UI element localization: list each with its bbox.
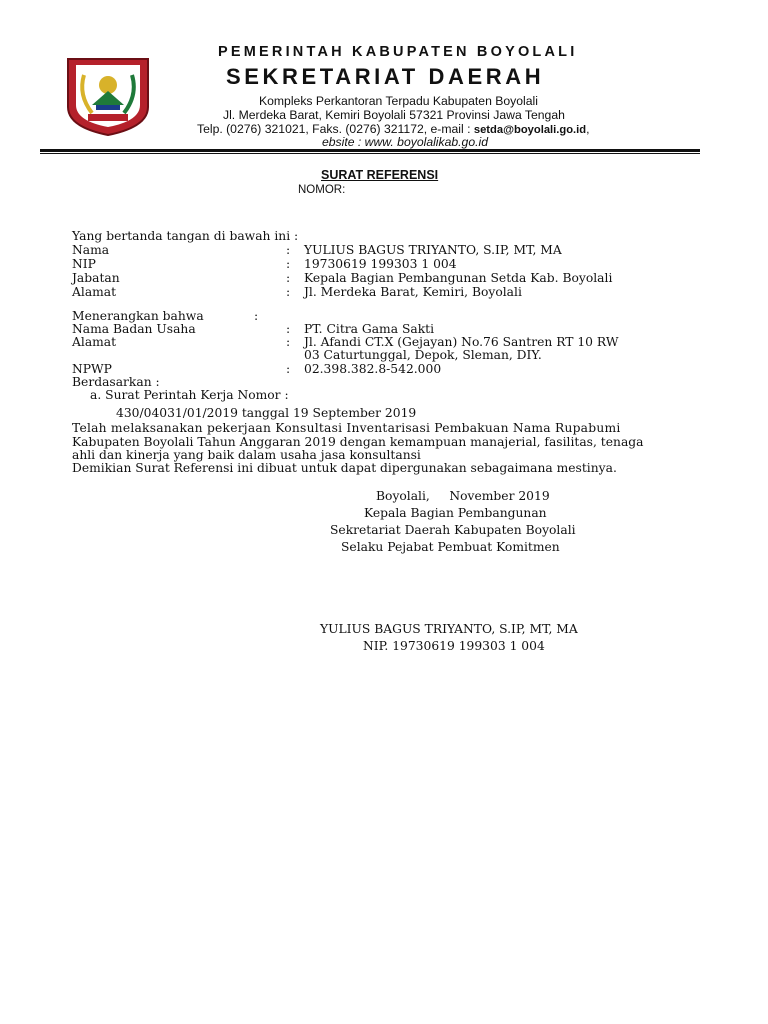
statement-line-3: ahli dan kinerja yang baik dalam usaha jasa konsultansi [72, 448, 421, 462]
header-address: Jl. Merdeka Barat, Kemiri Boyolali 57321 Provinsi Jawa Tengah [223, 108, 565, 122]
basis-intro: Berdasarkan : [72, 375, 160, 389]
signer-address-value: Jl. Merdeka Barat, Kemiri, Boyolali [304, 285, 522, 299]
signer-nip-colon: : [286, 257, 291, 271]
header-divider-thin [40, 153, 700, 154]
signer-nip-label: NIP [72, 257, 96, 271]
signer-position-label: Jabatan [72, 271, 120, 285]
company-name-colon: : [286, 322, 291, 336]
basis-item-a: a. Surat Perintah Kerja Nomor : [90, 388, 289, 402]
company-intro: Menerangkan bahwa [72, 309, 204, 323]
header-contact-suffix: , [586, 122, 590, 136]
header-secretariat: SEKRETARIAT DAERAH [226, 64, 545, 89]
signer-name-label: Nama [72, 243, 110, 257]
company-name-label: Nama Badan Usaha [72, 322, 196, 336]
statement-line-1: Telah melaksanakan pekerjaan Konsultasi Inventarisasi Pembakuan Nama Rupabumi [72, 421, 621, 435]
signature-name: YULIUS BAGUS TRIYANTO, S.IP, MT, MA [320, 622, 578, 636]
basis-item-a-detail: 430/04031/01/2019 tanggal 19 September 2019 [116, 406, 417, 420]
header-contact [197, 122, 589, 136]
signature-position-1: Kepala Bagian Pembangunan [364, 506, 547, 520]
header-contact-text: Telp. (0276) 321021, Faks. (0276) 321172, e-mail : [197, 122, 474, 136]
header-email[interactable]: setda@boyolali.go.id [473, 124, 587, 136]
company-name-value: PT. Citra Gama Sakti [304, 322, 435, 336]
company-npwp-value: 02.398.382.8-542.000 [304, 362, 442, 376]
signer-intro: Yang bertanda tangan di bawah ini : [72, 229, 299, 243]
company-address-line1: Jl. Afandi CT.X (Gejayan) No.76 Santren RT 10 RW [304, 335, 619, 349]
boyolali-crest-logo [62, 55, 154, 137]
company-npwp-label: NPWP [72, 362, 112, 376]
signer-address-colon: : [286, 285, 291, 299]
signature-place-date: Boyolali, November 2019 [376, 489, 550, 503]
document-title: SURAT REFERENSI [321, 168, 439, 182]
company-address-label: Alamat [72, 335, 117, 349]
signer-position-value: Kepala Bagian Pembangunan Setda Kab. Boyolali [304, 271, 613, 285]
signer-position-colon: : [286, 271, 291, 285]
statement-line-2: Kabupaten Boyolali Tahun Anggaran 2019 dengan kemampuan manajerial, fasilitas, tenaga [72, 435, 644, 449]
signer-name-colon: : [286, 243, 291, 257]
signer-nip-value: 19730619 199303 1 004 [304, 257, 457, 271]
header-government: PEMERINTAH KABUPATEN BOYOLALI [218, 44, 578, 60]
company-npwp-colon: : [286, 362, 291, 376]
signature-position-2: Sekretariat Daerah Kabupaten Boyolali [330, 523, 576, 537]
company-intro-colon: : [254, 309, 259, 323]
header-complex: Kompleks Perkantoran Terpadu Kabupaten Boyolali [259, 94, 538, 108]
statement-line-4: Demikian Surat Referensi ini dibuat untuk dapat dipergunakan sebagaimana mestinya. [72, 461, 617, 475]
company-address-line2: 03 Caturtunggal, Depok, Sleman, DIY. [304, 348, 542, 362]
header-divider-thick [40, 149, 700, 152]
company-address-colon: : [286, 335, 291, 349]
signature-position-3: Selaku Pejabat Pembuat Komitmen [341, 540, 560, 554]
document-number: NOMOR: [298, 184, 346, 196]
signer-name-value: YULIUS BAGUS TRIYANTO, S.IP, MT, MA [304, 243, 562, 257]
signature-nip: NIP. 19730619 199303 1 004 [363, 639, 545, 653]
signer-address-label: Alamat [72, 285, 117, 299]
header-website[interactable]: ebsite : www. boyolalikab.go.id [322, 135, 488, 149]
